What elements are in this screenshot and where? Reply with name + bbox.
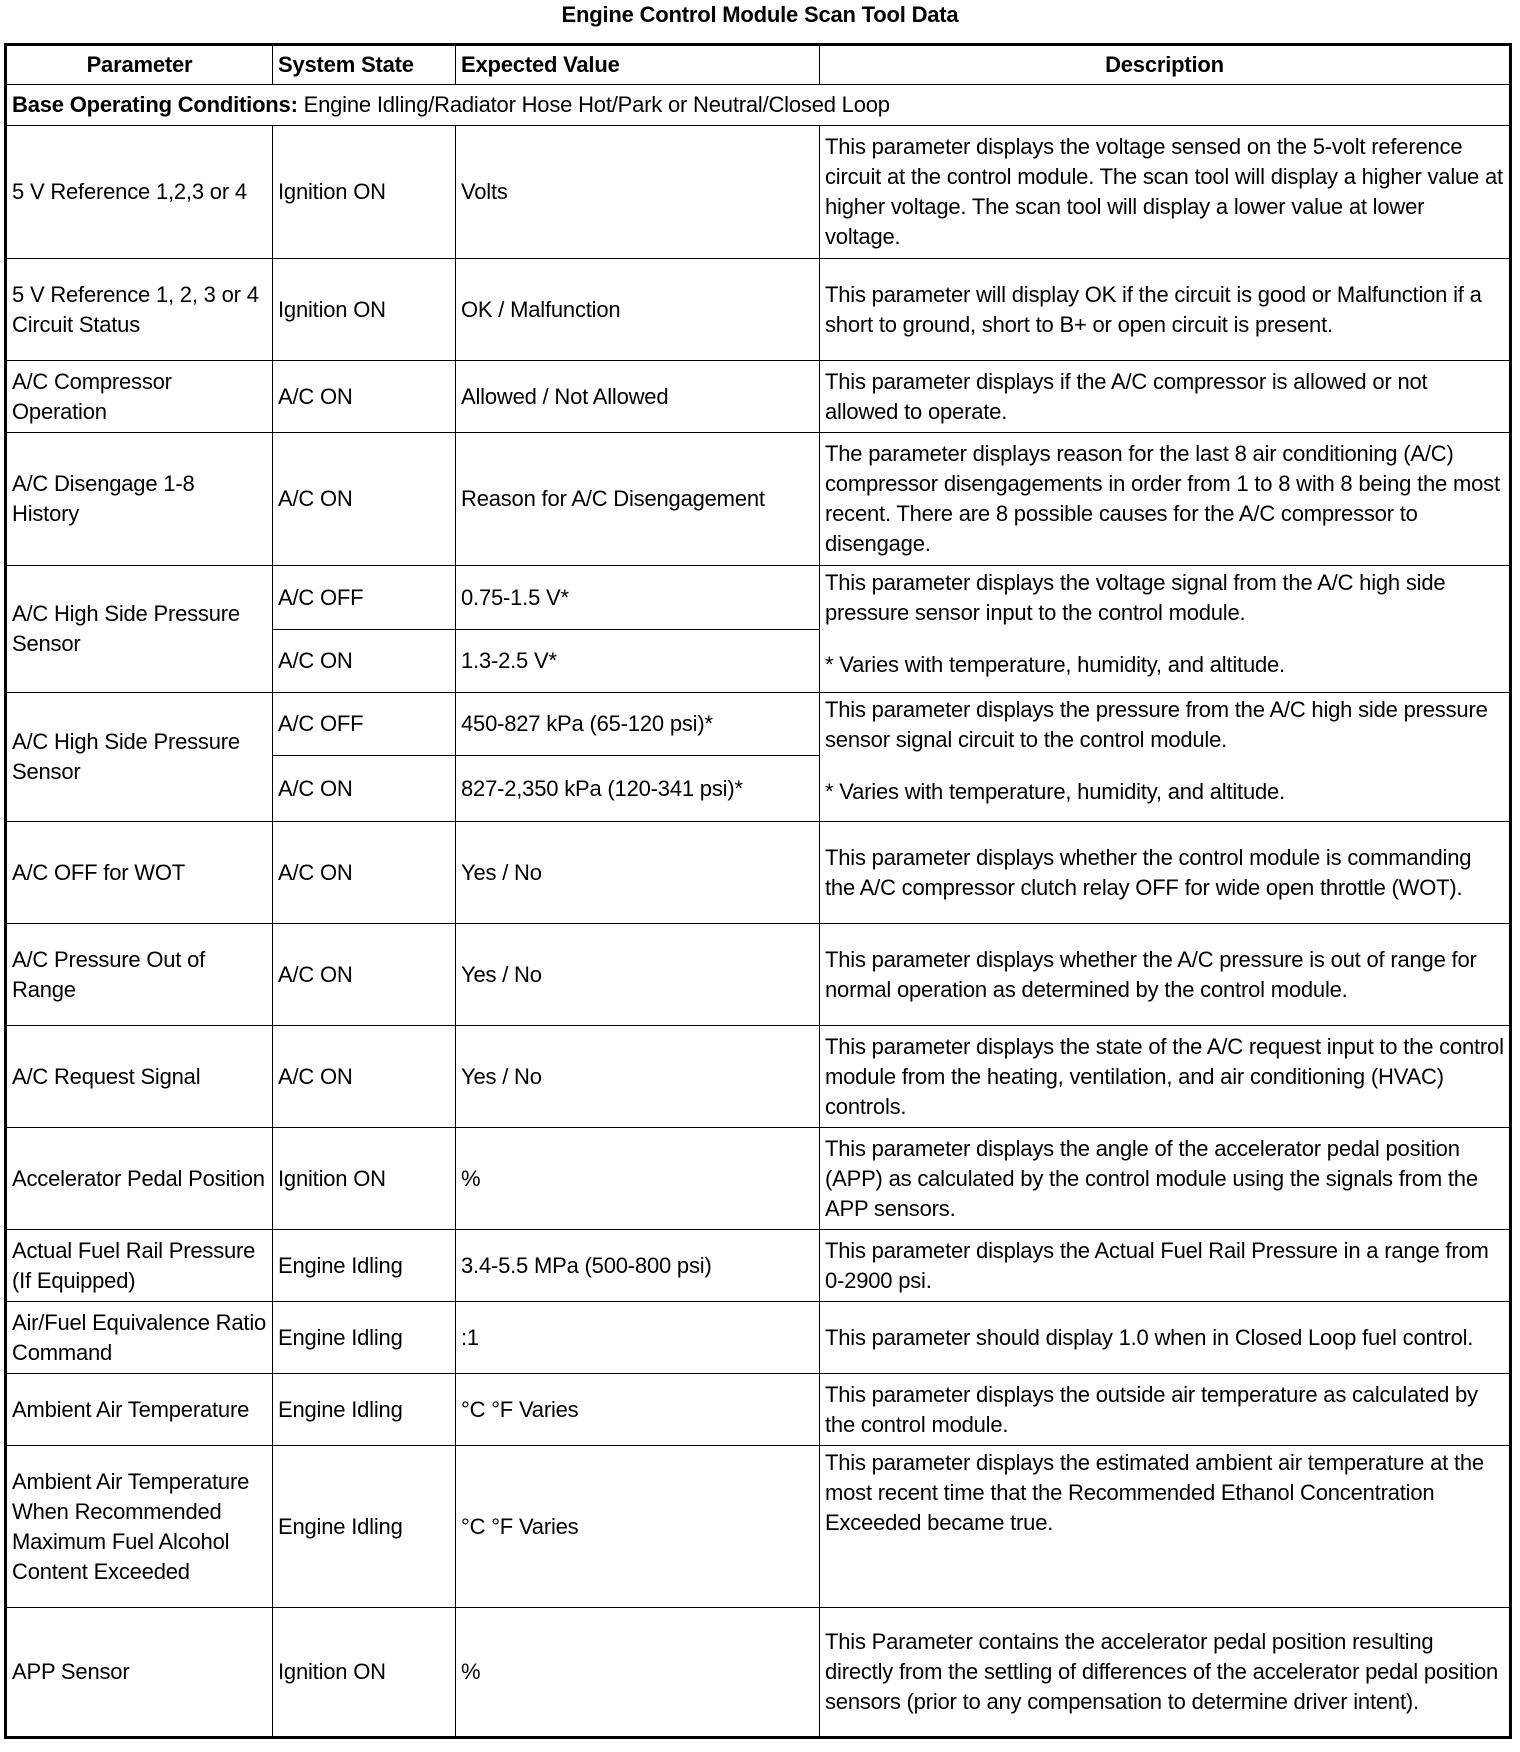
header-expected-value: Expected Value [456, 45, 820, 85]
system-state-cell: Ignition ON [273, 1608, 456, 1738]
description-text: This parameter displays the voltage signal from the A/C high side pressure sensor input to the control module. [825, 570, 1446, 625]
system-state-cell: Engine Idling [273, 1230, 456, 1302]
description-cell: This parameter displays the state of the A/C request input to the control module from the heating, ventilation, and air conditioning (HVAC) controls. [820, 1026, 1511, 1128]
expected-value-cell: 0.75-1.5 V* [456, 566, 820, 630]
description-cell: This parameter displays the angle of the accelerator pedal position (APP) as calculated by the control module using the signals from the APP sensors. [820, 1128, 1511, 1230]
parameter-cell: Ambient Air Temperature [6, 1374, 273, 1446]
description-cell: This parameter displays the voltage sensed on the 5-volt reference circuit at the control module. The scan tool will display a higher value at higher voltage. The scan tool will display a lower value at lower voltage. [820, 126, 1511, 259]
table-row [6, 1374, 1511, 1446]
table-row [6, 1446, 1511, 1608]
description-cell: This parameter displays if the A/C compressor is allowed or not allowed to operate. [820, 361, 1511, 433]
table-row [6, 1230, 1511, 1302]
description-cell: This parameter displays the Actual Fuel Rail Pressure in a range from 0-2900 psi. [820, 1230, 1511, 1302]
expected-value-cell: Yes / No [456, 924, 820, 1026]
table-header-row [6, 45, 1511, 85]
expected-value-cell: OK / Malfunction [456, 259, 820, 361]
expected-value-cell: Reason for A/C Disengagement [456, 433, 820, 566]
system-state-cell: A/C ON [273, 361, 456, 433]
parameter-cell: A/C Compressor Operation [6, 361, 273, 433]
description-cell: The parameter displays reason for the last 8 air conditioning (A/C) compressor disengagements in order from 1 to 8 with 8 being the most recent. There are 8 possible causes for the A/C compressor to disengage. [820, 433, 1511, 566]
parameter-cell: Accelerator Pedal Position [6, 1128, 273, 1230]
parameter-cell: A/C Request Signal [6, 1026, 273, 1128]
system-state-cell: Engine Idling [273, 1374, 456, 1446]
parameter-cell: APP Sensor [6, 1608, 273, 1738]
expected-value-cell: Volts [456, 126, 820, 259]
expected-value-cell: Yes / No [456, 822, 820, 924]
table-row [6, 361, 1511, 433]
table-row [6, 259, 1511, 361]
description-cell [820, 566, 1511, 693]
system-state-cell: A/C ON [273, 1026, 456, 1128]
system-state-cell: A/C OFF [273, 566, 456, 630]
table-row [6, 126, 1511, 259]
expected-value-cell: :1 [456, 1302, 820, 1374]
expected-value-cell: 3.4-5.5 MPa (500-800 psi) [456, 1230, 820, 1302]
parameter-cell: Ambient Air Temperature When Recommended Maximum Fuel Alcohol Content Exceeded [6, 1446, 273, 1608]
parameter-cell: A/C OFF for WOT [6, 822, 273, 924]
parameter-cell: A/C Disengage 1-8 History [6, 433, 273, 566]
table-row [6, 433, 1511, 566]
expected-value-cell: % [456, 1128, 820, 1230]
system-state-cell: A/C ON [273, 924, 456, 1026]
expected-value-cell: °C °F Varies [456, 1446, 820, 1608]
system-state-cell: Engine Idling [273, 1302, 456, 1374]
table-row [6, 1608, 1511, 1738]
expected-value-cell: Yes / No [456, 1026, 820, 1128]
parameter-cell: Air/Fuel Equivalence Ratio Command [6, 1302, 273, 1374]
description-cell: This parameter displays the outside air temperature as calculated by the control module. [820, 1374, 1511, 1446]
document-title: Engine Control Module Scan Tool Data [561, 2, 959, 27]
parameter-cell: 5 V Reference 1,2,3 or 4 [6, 126, 273, 259]
table-row [6, 1302, 1511, 1374]
table-row [6, 924, 1511, 1026]
expected-value-cell: Allowed / Not Allowed [456, 361, 820, 433]
parameter-cell: A/C Pressure Out of Range [6, 924, 273, 1026]
expected-value-cell: 1.3-2.5 V* [456, 630, 820, 693]
system-state-cell: A/C ON [273, 756, 456, 822]
description-text: This parameter displays the pressure from the A/C high side pressure sensor signal circuit to the control module. [825, 697, 1488, 752]
header-description: Description [820, 45, 1511, 85]
base-conditions-label: Base Operating Conditions: [12, 92, 298, 117]
system-state-cell: Ignition ON [273, 126, 456, 259]
system-state-cell: Ignition ON [273, 259, 456, 361]
expected-value-cell: °C °F Varies [456, 1374, 820, 1446]
system-state-cell: Ignition ON [273, 1128, 456, 1230]
base-conditions-text: Engine Idling/Radiator Hose Hot/Park or Neutral/Closed Loop [297, 92, 890, 117]
description-cell: This parameter will display OK if the circuit is good or Malfunction if a short to ground, short to B+ or open circuit is present. [820, 259, 1511, 361]
expected-value-cell: % [456, 1608, 820, 1738]
parameter-cell: 5 V Reference 1, 2, 3 or 4 Circuit Status [6, 259, 273, 361]
expected-value-cell: 827-2,350 kPa (120-341 psi)* [456, 756, 820, 822]
system-state-cell: A/C ON [273, 433, 456, 566]
system-state-cell: A/C OFF [273, 693, 456, 756]
parameter-cell: Actual Fuel Rail Pressure (If Equipped) [6, 1230, 273, 1302]
header-system-state: System State [273, 45, 456, 85]
system-state-cell: Engine Idling [273, 1446, 456, 1608]
system-state-cell: A/C ON [273, 822, 456, 924]
base-conditions [6, 85, 1511, 126]
description-note: * Varies with temperature, humidity, and altitude. [825, 779, 1285, 804]
description-note: * Varies with temperature, humidity, and altitude. [825, 652, 1285, 677]
description-cell: This parameter displays whether the control module is commanding the A/C compressor clutch relay OFF for wide open throttle (WOT). [820, 822, 1511, 924]
description-cell [820, 693, 1511, 822]
description-cell: This Parameter contains the accelerator pedal position resulting directly from the settling of differences of the accelerator pedal position sensors (prior to any compensation to determine driver intent). [820, 1608, 1511, 1738]
expected-value-cell: 450-827 kPa (65-120 psi)* [456, 693, 820, 756]
parameter-cell: A/C High Side Pressure Sensor [6, 693, 273, 822]
system-state-cell: A/C ON [273, 630, 456, 693]
table-row [6, 1026, 1511, 1128]
base-conditions-row [6, 85, 1511, 126]
scan-tool-data-table [4, 43, 1512, 1739]
table-row [6, 566, 1511, 630]
description-cell: This parameter should display 1.0 when in Closed Loop fuel control. [820, 1302, 1511, 1374]
parameter-cell: A/C High Side Pressure Sensor [6, 566, 273, 693]
table-row [6, 693, 1511, 756]
description-cell: This parameter displays the estimated ambient air temperature at the most recent time that the Recommended Ethanol Concentration Exceeded became true. [820, 1446, 1511, 1608]
table-row [6, 1128, 1511, 1230]
description-cell: This parameter displays whether the A/C pressure is out of range for normal operation as determined by the control module. [820, 924, 1511, 1026]
table-row [6, 822, 1511, 924]
header-parameter: Parameter [6, 45, 273, 85]
